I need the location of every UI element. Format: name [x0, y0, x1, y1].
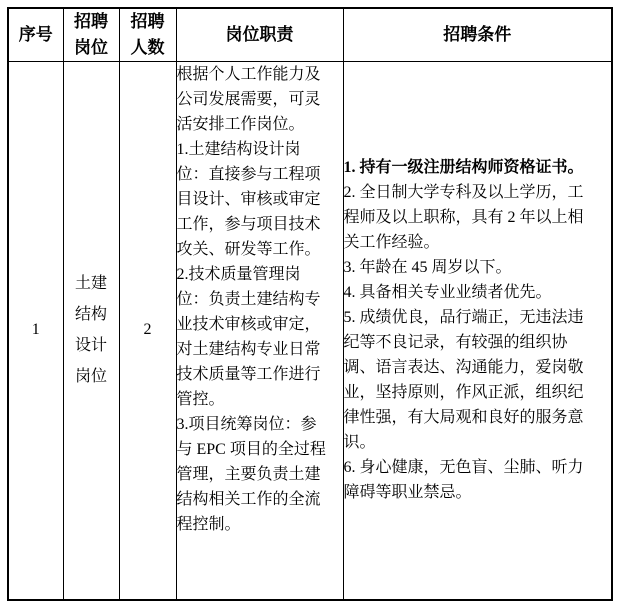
responsibility-item-3: 3.项目统筹岗位：参与 EPC 项目的全过程管理，主要负责土建结构相关工作的全流程控制。: [176, 416, 326, 533]
header-position: [63, 8, 119, 62]
header-headcount: [119, 8, 176, 62]
cell-index: 1: [8, 62, 63, 600]
recruitment-table: [7, 7, 613, 601]
cell-position: [63, 62, 119, 600]
header-headcount-label: 招聘人数: [130, 12, 165, 57]
header-responsibilities: 岗位职责: [176, 8, 343, 62]
condition-item-3: 3. 年龄在 45 周岁以下。: [343, 259, 512, 277]
condition-item-6: 6. 身心健康，无色盲、尘肺、听力障碍等职业禁忌。: [343, 459, 584, 502]
header-index: 序号: [8, 8, 63, 62]
table-row: [8, 62, 612, 600]
conditions-block: [344, 155, 594, 505]
cell-conditions: [343, 62, 612, 600]
responsibilities-block: [177, 62, 331, 537]
condition-item-1: 1. 持有一级注册结构师资格证书。: [343, 159, 584, 177]
responsibility-item-1: 1.土建结构设计岗位：直接参与工程项目设计、审核或审定工作，参与项目技术攻关、研发等工作。: [176, 141, 321, 258]
condition-item-5: 5. 成绩优良，品行端正，无违法违纪等不良记录，有较强的组织协调、语言表达、沟通能力，爱岗敬业，坚持原则，作风正派，组织纪律性强，有大局观和良好的服务意识。: [343, 309, 584, 452]
condition-item-4: 4. 具备相关专业业绩者优先。: [343, 284, 552, 302]
header-row: [8, 8, 612, 62]
cell-headcount: 2: [119, 62, 176, 600]
header-conditions: 招聘条件: [343, 8, 612, 62]
responsibility-item-2: 2.技术质量管理岗位：负责土建结构专业技术审核或审定，对土建结构专业日常技术质量等工作进行管控。: [176, 266, 321, 408]
header-position-label: 招聘岗位: [74, 12, 108, 57]
cell-responsibilities: [176, 62, 343, 600]
responsibilities-intro: 根据个人工作能力及公司发展需要，可灵活安排工作岗位。: [176, 66, 321, 133]
position-label: 土建结构设计岗位: [74, 275, 107, 386]
condition-item-2: 2. 全日制大学专科及以上学历，工程师及以上职称，具有 2 年以上相关工作经验。: [343, 184, 584, 252]
